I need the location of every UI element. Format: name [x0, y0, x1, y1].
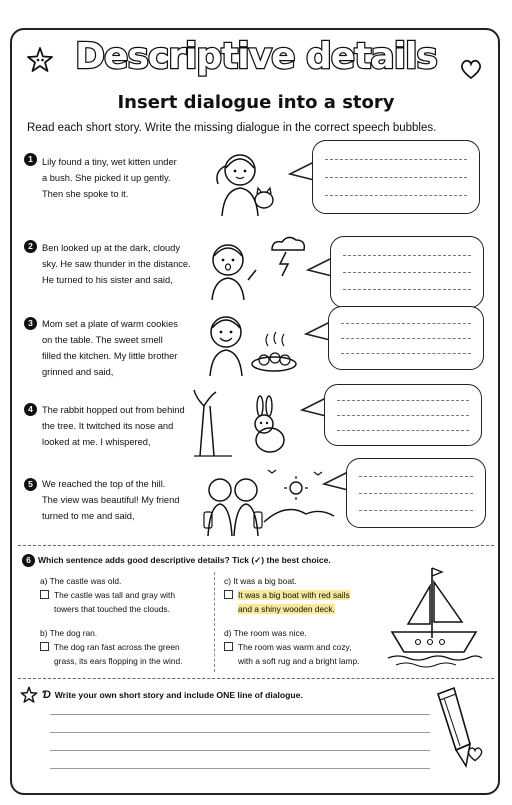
writing-line[interactable] — [50, 732, 430, 733]
boy-with-storm-illustration — [200, 232, 320, 302]
story-text — [42, 154, 192, 202]
question-number: 1 — [24, 153, 37, 166]
writing-line[interactable] — [50, 714, 430, 715]
speech-bubble-3[interactable] — [328, 306, 484, 370]
descriptive-sentence: The room was warm and cozy, — [238, 642, 352, 652]
story-line: We reached the top of the hill. — [42, 479, 166, 489]
choice-label: b) — [40, 628, 48, 638]
rabbit-and-tree-illustration — [192, 388, 302, 458]
question-number: 4 — [24, 403, 37, 416]
column-divider — [214, 572, 215, 672]
page-title: Descriptive details — [75, 36, 437, 77]
question-number: 2 — [24, 240, 37, 253]
story-text — [42, 476, 192, 524]
section6-question: Which sentence adds good descriptive details? Tick (✓) the best choice. — [38, 555, 331, 565]
descriptive-sentence: towers that touched the clouds. — [54, 604, 170, 614]
story-text — [42, 402, 192, 450]
story-line: turned to me and said, — [42, 511, 135, 521]
choice-label: c) — [224, 576, 231, 586]
plain-sentence: It was a big boat. — [233, 576, 297, 586]
speech-bubble-icon — [300, 396, 326, 418]
story-line: Mom set a plate of warm cookies — [42, 319, 178, 329]
writing-prompt-text: Write your own short story and include ONE line of dialogue. — [54, 690, 303, 700]
speech-bubble-icon — [288, 160, 314, 182]
heart-icon — [466, 746, 484, 762]
boat-icon — [384, 560, 484, 670]
story-line: a bush. She picked it up gently. — [42, 173, 171, 183]
speech-bubble-2[interactable] — [330, 236, 484, 308]
speech-bubble-icon — [304, 320, 330, 342]
descriptive-sentence: with a soft rug and a bright lamp. — [238, 656, 360, 666]
story-line: He turned to his sister and said, — [42, 275, 173, 285]
question-number: 3 — [24, 317, 37, 330]
speech-bubble-5[interactable] — [346, 458, 486, 528]
writing-prompt: Ɗ Write your own short story and include ONE line of dialogue. — [42, 689, 303, 701]
story-line: The rabbit hopped out from behind — [42, 405, 185, 415]
choice-item-b — [40, 626, 182, 668]
choice-item-a — [40, 574, 175, 616]
speech-bubble-1[interactable] — [312, 140, 480, 214]
boy-with-cookies-illustration — [200, 306, 300, 378]
descriptive-sentence: The dog ran fast across the green — [54, 642, 180, 652]
checkbox[interactable] — [40, 642, 49, 651]
kids-on-hill-illustration — [196, 462, 336, 538]
story-line: the tree. It twitched its nose and — [42, 421, 174, 431]
choice-label: a) — [40, 576, 48, 586]
question-number: 5 — [24, 478, 37, 491]
speech-bubble-icon — [322, 470, 348, 492]
checkbox[interactable] — [224, 590, 233, 599]
descriptive-sentence: It was a big boat with red sails — [238, 590, 350, 600]
story-line: sky. He saw thunder in the distance. — [42, 259, 191, 269]
story-line: Ben looked up at the dark, cloudy — [42, 243, 180, 253]
story-line: grinned and said, — [42, 367, 114, 377]
story-line: The view was beautiful! My friend — [42, 495, 180, 505]
writing-line[interactable] — [50, 750, 430, 751]
heart-icon — [459, 58, 483, 80]
section-divider — [18, 678, 494, 679]
choice-item-d — [224, 626, 360, 668]
plain-sentence: The room was nice. — [233, 628, 307, 638]
story-text — [42, 240, 192, 288]
story-line: Lily found a tiny, wet kitten under — [42, 157, 177, 167]
speech-bubble-icon — [306, 256, 332, 278]
story-line: filled the kitchen. My little brother — [42, 351, 178, 361]
plain-sentence: The castle was old. — [49, 576, 122, 586]
choice-item-c — [224, 574, 350, 616]
checkbox[interactable] — [40, 590, 49, 599]
story-line: Then she spoke to it. — [42, 189, 129, 199]
girl-with-kitten-illustration — [200, 148, 290, 218]
instructions: Read each short story. Write the missing dialogue in the correct speech bubbles. — [27, 122, 437, 134]
page-subtitle: Insert dialogue into a story — [117, 92, 395, 113]
story-line: looked at me. I whispered, — [42, 437, 151, 447]
checkbox[interactable] — [224, 642, 233, 651]
question-number: 6 — [22, 554, 35, 567]
speech-bubble-4[interactable] — [324, 384, 482, 446]
plain-sentence: The dog ran. — [49, 628, 98, 638]
descriptive-sentence: and a shiny wooden deck. — [238, 604, 335, 614]
star-icon — [20, 686, 38, 704]
section-divider — [18, 545, 494, 546]
descriptive-sentence: The castle was tall and gray with — [54, 590, 176, 600]
writing-line[interactable] — [50, 768, 430, 769]
story-text — [42, 316, 192, 380]
descriptive-sentence: grass, its ears flopping in the wind. — [54, 656, 183, 666]
story-line: on the table. The sweet smell — [42, 335, 163, 345]
choice-label: d) — [224, 628, 232, 638]
